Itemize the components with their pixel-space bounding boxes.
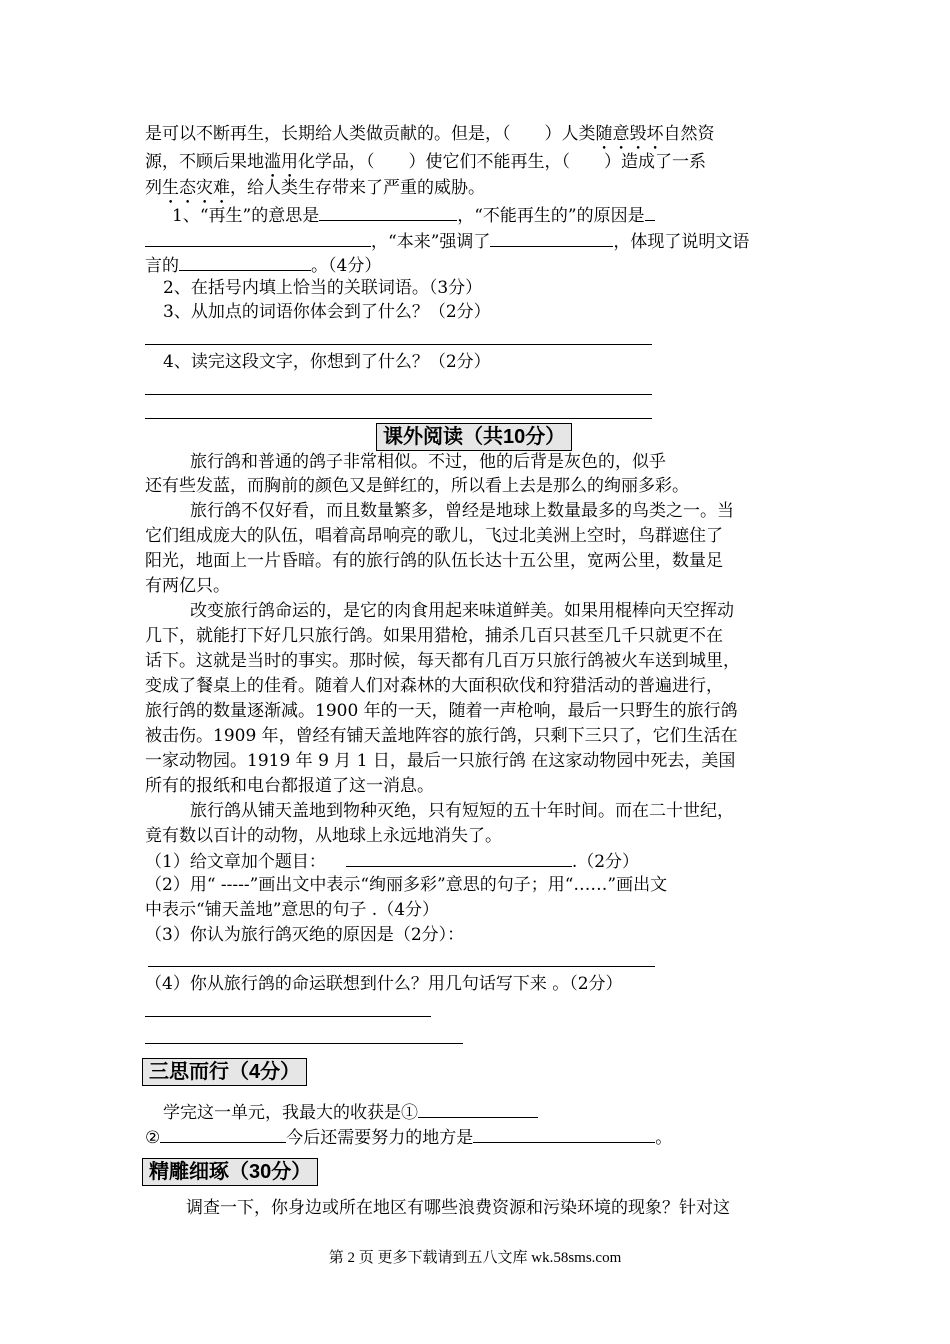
question-text: ②: [145, 1128, 161, 1148]
reading-line: 竟有数以百计的动物，从地球上永远地消失了。: [145, 826, 502, 846]
reading-line: 还有些发蓝，而胸前的颜色又是鲜红的，所以看上去是那么的绚丽多彩。: [145, 476, 689, 496]
think-line-2: [145, 1124, 825, 1150]
sub-question-2: （2）用“ -----”画出文中表示“绚丽多彩”意思的句子；用“……”画出文: [145, 875, 668, 895]
dotted-word-suiyi: 随意: [595, 124, 630, 144]
section-heading-extra-reading: 课外阅读（共10分）: [376, 423, 572, 451]
question-text: 今后还需要努力的地方是: [286, 1128, 474, 1148]
page-footer: 第 2 页 更多下载请到五八文库 wk.58sms.com: [328, 1250, 622, 1266]
question-3: 3、从加点的词语你体会到了什么？（2分）: [163, 302, 491, 322]
question-text: ，“不能再生的”的原因是: [457, 206, 645, 226]
reading-line: 旅行鸽的数量逐渐减。1900 年的一天，随着一声枪响，最后一只野生的旅行鸽: [145, 701, 738, 721]
reading-line: 改变旅行鸽命运的，是它的肉食用起来味道鲜美。如果用棍棒向天空挥动: [190, 601, 734, 621]
answer-blank[interactable]: [346, 848, 572, 867]
section-heading-think: 三思而行（4分）: [142, 1058, 307, 1086]
question-text: 。: [655, 1128, 673, 1148]
reading-line: 阳光，地面上一片昏暗。有的旅行鸽的队伍长达十五公里，宽两公里，数量足: [145, 551, 723, 571]
sub-question-3: （3）你认为旅行鸽灭绝的原因是（2分）：: [145, 925, 465, 945]
answer-line[interactable]: [145, 418, 652, 419]
reading-line: 旅行鸽不仅好看，而且数量繁多，曾经是地球上数量最多的鸟类之一。当: [190, 501, 734, 521]
polish-line-1: 调查一下，你身边或所在地区有哪些浪费资源和污染环境的现象？针对这: [186, 1198, 730, 1218]
dotted-word-shengtai: 生态灾难: [162, 178, 230, 198]
passage-text: ）使它们不能再生，（: [408, 152, 570, 172]
answer-blank[interactable]: [145, 228, 371, 247]
think-line-1: [163, 1099, 843, 1125]
answer-line[interactable]: [148, 966, 655, 967]
question-2: 2、在括号内填上恰当的关联词语。（3分）: [163, 278, 483, 298]
passage-text: ）人类: [544, 124, 596, 144]
reading-line: 变成了餐桌上的佳肴。随着人们对森林的大面积砍伐和狩猎活动的普遍进行，: [145, 676, 723, 696]
section-heading-polish: 精雕细琢（30分）: [142, 1158, 318, 1186]
dotted-word-huihuai: 毁坏: [629, 124, 664, 144]
answer-blank[interactable]: [319, 202, 457, 221]
answer-blank[interactable]: [645, 202, 655, 221]
answer-blank[interactable]: [473, 1124, 655, 1143]
reading-line: 话下。这就是当时的事实。那时候，每天都有几百万只旅行鸽被火车送到城里，: [145, 651, 740, 671]
question-text: ，体现了说明文语: [613, 232, 750, 252]
sub-question-2-line-2: 中表示“铺天盖地”意思的句子 .（4分）: [145, 900, 440, 920]
answer-blank[interactable]: [418, 1099, 538, 1118]
reading-line: 所有的报纸和电台都报道了这一消息。: [145, 776, 434, 796]
sub-question-4: （4）你从旅行鸽的命运联想到什么？用几句话写下来 。（2分）: [145, 974, 623, 994]
question-1-line-3: [145, 252, 825, 278]
passage-text: 是可以不断再生，长期给人类做贡献的。但是，（: [145, 124, 511, 144]
question-text: .（2分）: [571, 852, 640, 872]
question-text: 学完这一单元，我最大的收获是①: [163, 1103, 418, 1123]
answer-line[interactable]: [145, 1043, 463, 1044]
reading-line: 旅行鸽从铺天盖地到物种灭绝，只有短短的五十年时间。而在二十世纪，: [190, 801, 734, 821]
reading-line: 有两亿只。: [145, 576, 230, 596]
answer-blank[interactable]: [179, 252, 311, 271]
answer-blank[interactable]: [160, 1124, 286, 1143]
question-text: 1、“再生”的意思是: [172, 206, 320, 226]
sub-question-1: [145, 848, 825, 874]
passage-text: ）造成了一系: [604, 152, 706, 172]
answer-line[interactable]: [145, 394, 652, 395]
passage-text: 列: [145, 178, 162, 198]
question-text: ，“本来”强调了: [371, 232, 491, 252]
reading-line: 旅行鸽和普通的鸽子非常相似。不过，他的后背是灰色的，似乎: [190, 452, 666, 472]
passage-text: 源，不顾后果地: [145, 152, 264, 172]
question-text: （1）给文章加个题目：: [145, 852, 326, 872]
question-4: 4、读完这段文字，你想到了什么？（2分）: [163, 352, 491, 372]
passage-text: 化学品，（: [298, 152, 375, 172]
reading-line: 一家动物园。1919 年 9 月 1 日，最后一只旅行鸽 在这家动物园中死去，美国: [145, 751, 736, 771]
dotted-word: [596, 124, 664, 144]
answer-line[interactable]: [145, 344, 652, 345]
question-text: 。（4分）: [311, 256, 382, 276]
question-text: 言的: [145, 256, 179, 276]
answer-line[interactable]: [145, 1016, 431, 1017]
question-1: [172, 202, 852, 228]
answer-blank[interactable]: [490, 228, 613, 247]
reading-line: 几下，就能打下好几只旅行鸽。如果用猎枪，捕杀几百只甚至几千只就更不在: [145, 626, 723, 646]
question-1-line-2: [145, 228, 825, 254]
passage-text: ，给人类生存带来了严重的威胁。: [230, 178, 485, 198]
reading-line: 它们组成庞大的队伍，唱着高昂响亮的歌儿，飞过北美洲上空时，鸟群遮住了: [145, 526, 723, 546]
reading-line: 被击伤。1909 年，曾经有铺天盖地阵容的旅行鸽，只剩下三只了，它们生活在: [145, 726, 738, 746]
passage-text: 自然资: [663, 124, 715, 144]
dotted-word-lanyong: 滥用: [264, 152, 298, 172]
